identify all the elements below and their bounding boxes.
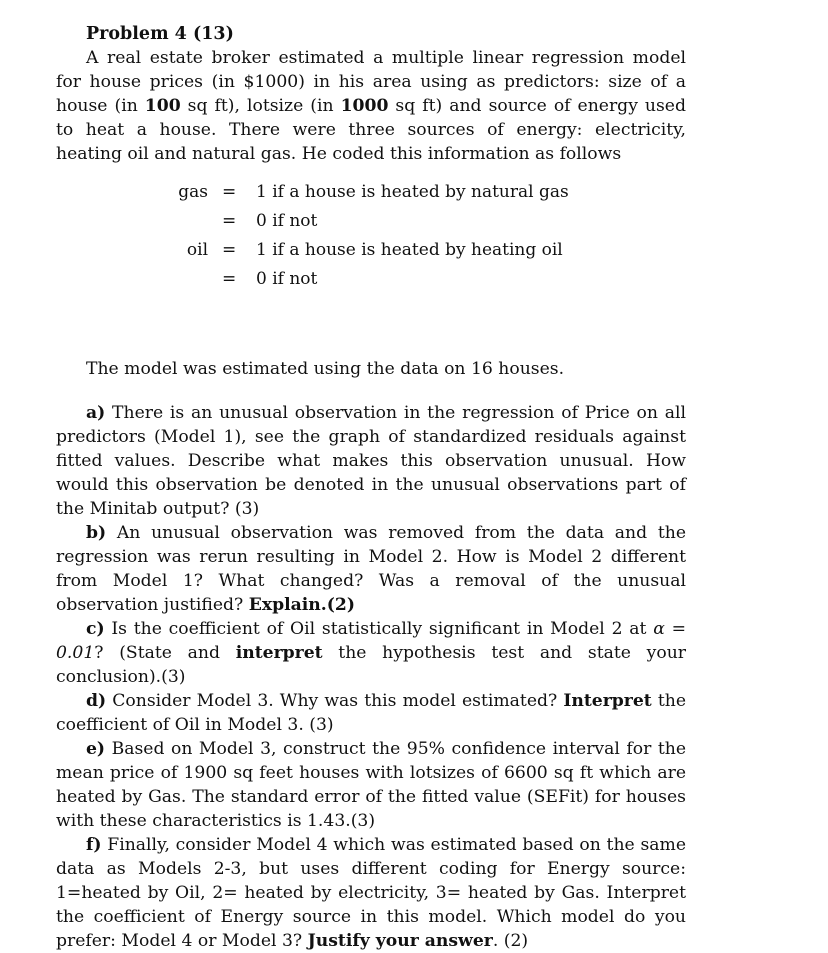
question-f-bold: Justify your answer — [307, 931, 493, 951]
question-f-label: f) — [86, 835, 102, 855]
problem-header — [56, 22, 686, 166]
question-d-label: d) — [86, 691, 107, 711]
model-note-block — [56, 357, 686, 381]
question-c-alpha: α = 0.01 — [56, 619, 686, 663]
intro-text-2: sq ft), lotsize (in — [180, 96, 341, 116]
question-c-label: c) — [86, 619, 105, 639]
question-b-label: b) — [86, 523, 107, 543]
question-c-bold: interpret — [235, 643, 323, 663]
question-c-text-1: Is the coefficient of Oil statistically significant in Model 2 at — [104, 619, 654, 639]
intro-text-1: A real estate broker estimated a multiple linear regression model for house prices (in $1000) in his area using as predictors: size of a house (in — [56, 48, 686, 116]
question-c-text-3: the hypothesis test and state your conclusion).(3) — [56, 643, 686, 687]
coding-equals: = — [222, 211, 237, 231]
intro-paragraph — [56, 46, 686, 166]
question-d-bold: Interpret — [563, 691, 652, 711]
question-d-text-1: Consider Model 3. Why was this model estimated? — [106, 691, 564, 711]
question-f-text-2: . (2) — [492, 931, 529, 951]
coding-rhs: 0 if not — [256, 269, 318, 289]
coding-lhs: oil — [186, 240, 208, 260]
coding-equals: = — [222, 240, 237, 260]
coding-lhs: gas — [178, 182, 208, 202]
intro-bold-100: 100 — [144, 96, 181, 116]
question-e-text: Based on Model 3, construct the 95% confidence interval for the mean price of 1900 sq feet houses with lotsizes of 6600 sq ft which are heated by Gas. The standard error of the fitted value (SEFit) for houses with these characteristics is 1.43.(3) — [56, 739, 686, 831]
coding-equals: = — [222, 182, 237, 202]
intro-bold-1000: 1000 — [340, 96, 389, 116]
question-d — [56, 689, 686, 737]
question-c — [56, 617, 686, 689]
problem-title: Problem 4 (13) — [86, 24, 234, 44]
question-a-label: a) — [86, 403, 106, 423]
question-d-text-2: the coefficient of Oil in Model 3. (3) — [56, 691, 686, 735]
question-b — [56, 521, 686, 617]
coding-rhs: 0 if not — [256, 211, 318, 231]
question-e-label: e) — [86, 739, 106, 759]
question-a-text: There is an unusual observation in the regression of Price on all predictors (Model 1), see the graph of standardized residuals against fitted values. Describe what makes this observation unusual. How would this observation be denoted in the unusual observations part of the Minitab output? (3) — [56, 403, 686, 519]
question-c-text-2: ? (State and — [94, 643, 236, 663]
coding-rhs: 1 if a house is heated by heating oil — [256, 240, 563, 260]
question-e — [56, 737, 686, 833]
questions-block — [56, 401, 686, 953]
question-b-text: An unusual observation was removed from the data and the regression was rerun resulting in Model 2. How is Model 2 different from Model 1? What changed? Was a removal of the unusual observation justified? — [56, 523, 686, 615]
question-f — [56, 833, 686, 953]
coding-rhs: 1 if a house is heated by natural gas — [256, 182, 569, 202]
question-f-text-1: Finally, consider Model 4 which was estimated based on the same data as Models 2-3, but uses different coding for Energy source: 1=heated by Oil, 2= heated by electricity, 3= heated by Gas. Interpret the coefficient of Energy source in this model. Which model do you prefer: Model 4 or Model 3? — [56, 835, 686, 951]
model-note: The model was estimated using the data on 16 houses. — [86, 359, 565, 379]
question-a — [56, 401, 686, 521]
intro-text-3: sq ft) and source of energy used to heat a house. There were three sources of energy: electricity, heating oil and natural gas. He coded this information as follows — [56, 96, 686, 164]
question-b-bold: Explain.(2) — [248, 595, 356, 615]
coding-equals: = — [222, 269, 237, 289]
